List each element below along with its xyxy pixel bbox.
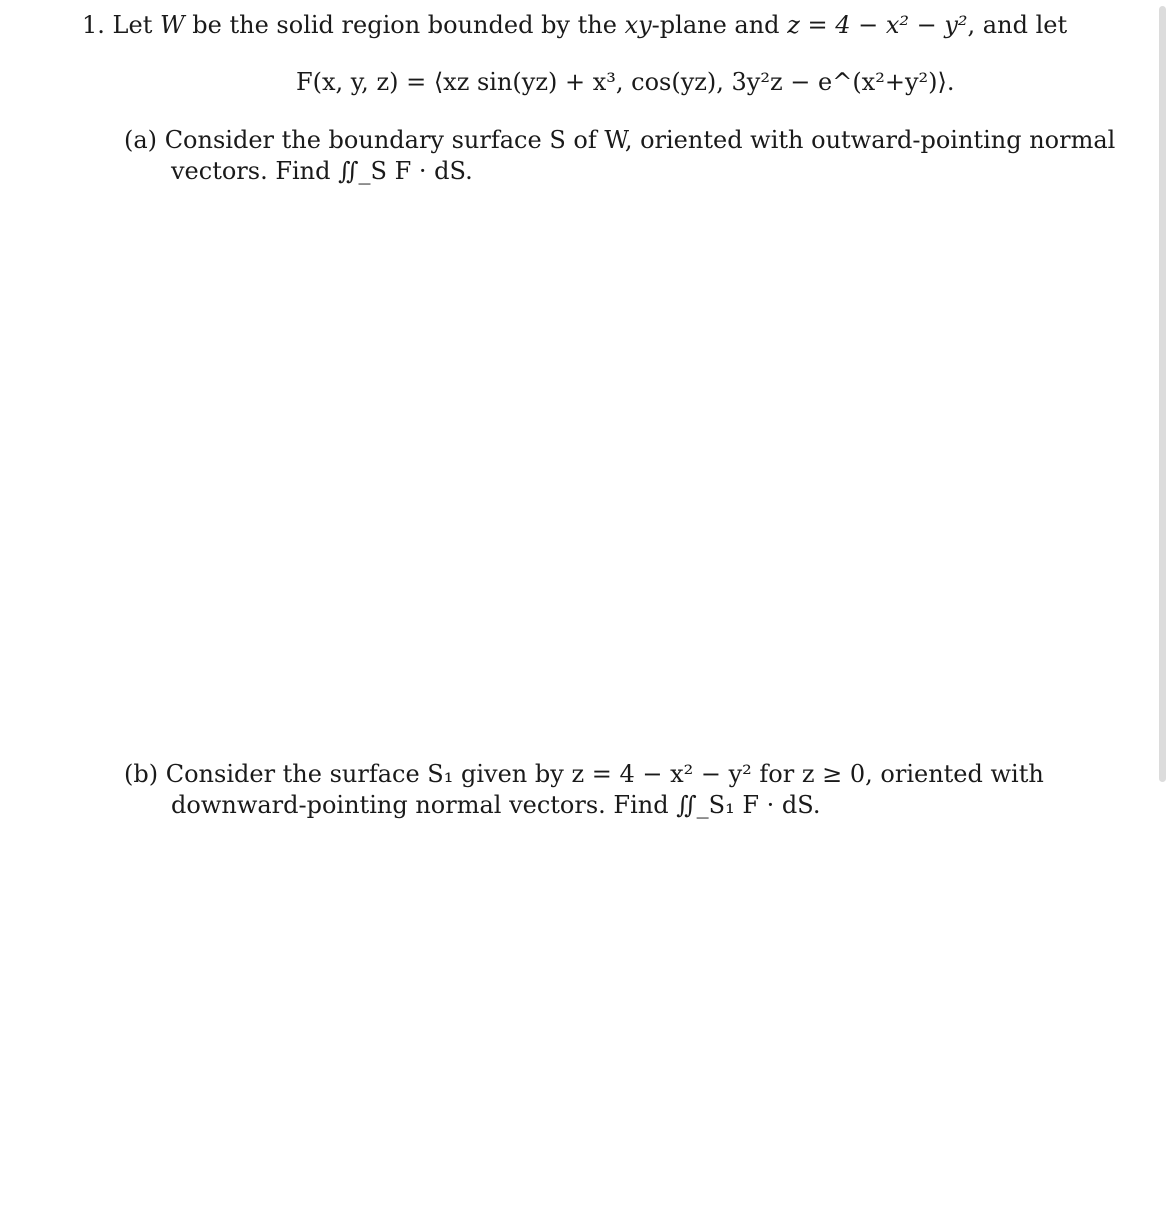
part-b-line-1	[124, 759, 1044, 789]
part-b-line-2: downward-pointing normal vectors. Find ∬_S₁ F · dS.	[171, 791, 821, 819]
intro-text-4: , and let	[967, 11, 1068, 39]
problem-number: 1.	[82, 11, 105, 39]
var-w: W	[159, 11, 185, 39]
intro-text-2: be the solid region bounded by the	[192, 11, 617, 39]
part-b-label: (b)	[124, 760, 159, 788]
scrollbar[interactable]	[1159, 6, 1166, 782]
intro-text-3: -plane and	[651, 11, 780, 39]
part-a-text-1: Consider the boundary surface S of W, oriented with outward-pointing normal	[164, 126, 1116, 154]
part-a-label: (a)	[124, 126, 158, 154]
vector-field-equation: F(x, y, z) = ⟨xz sin(yz) + x³, cos(yz), 3y²z − e^(x²+y²)⟩.	[296, 68, 955, 96]
surface-equation: z = 4 − x² − y²	[787, 11, 968, 39]
var-xy: xy	[624, 11, 652, 39]
part-b-text-1: Consider the surface S₁ given by z = 4 − x² − y² for z ≥ 0, oriented with	[165, 760, 1044, 788]
problem-intro	[82, 10, 1067, 40]
intro-text-1: Let	[112, 11, 153, 39]
part-a-line-2: vectors. Find ∬_S F · dS.	[171, 157, 473, 185]
part-a-line-1	[124, 125, 1115, 155]
